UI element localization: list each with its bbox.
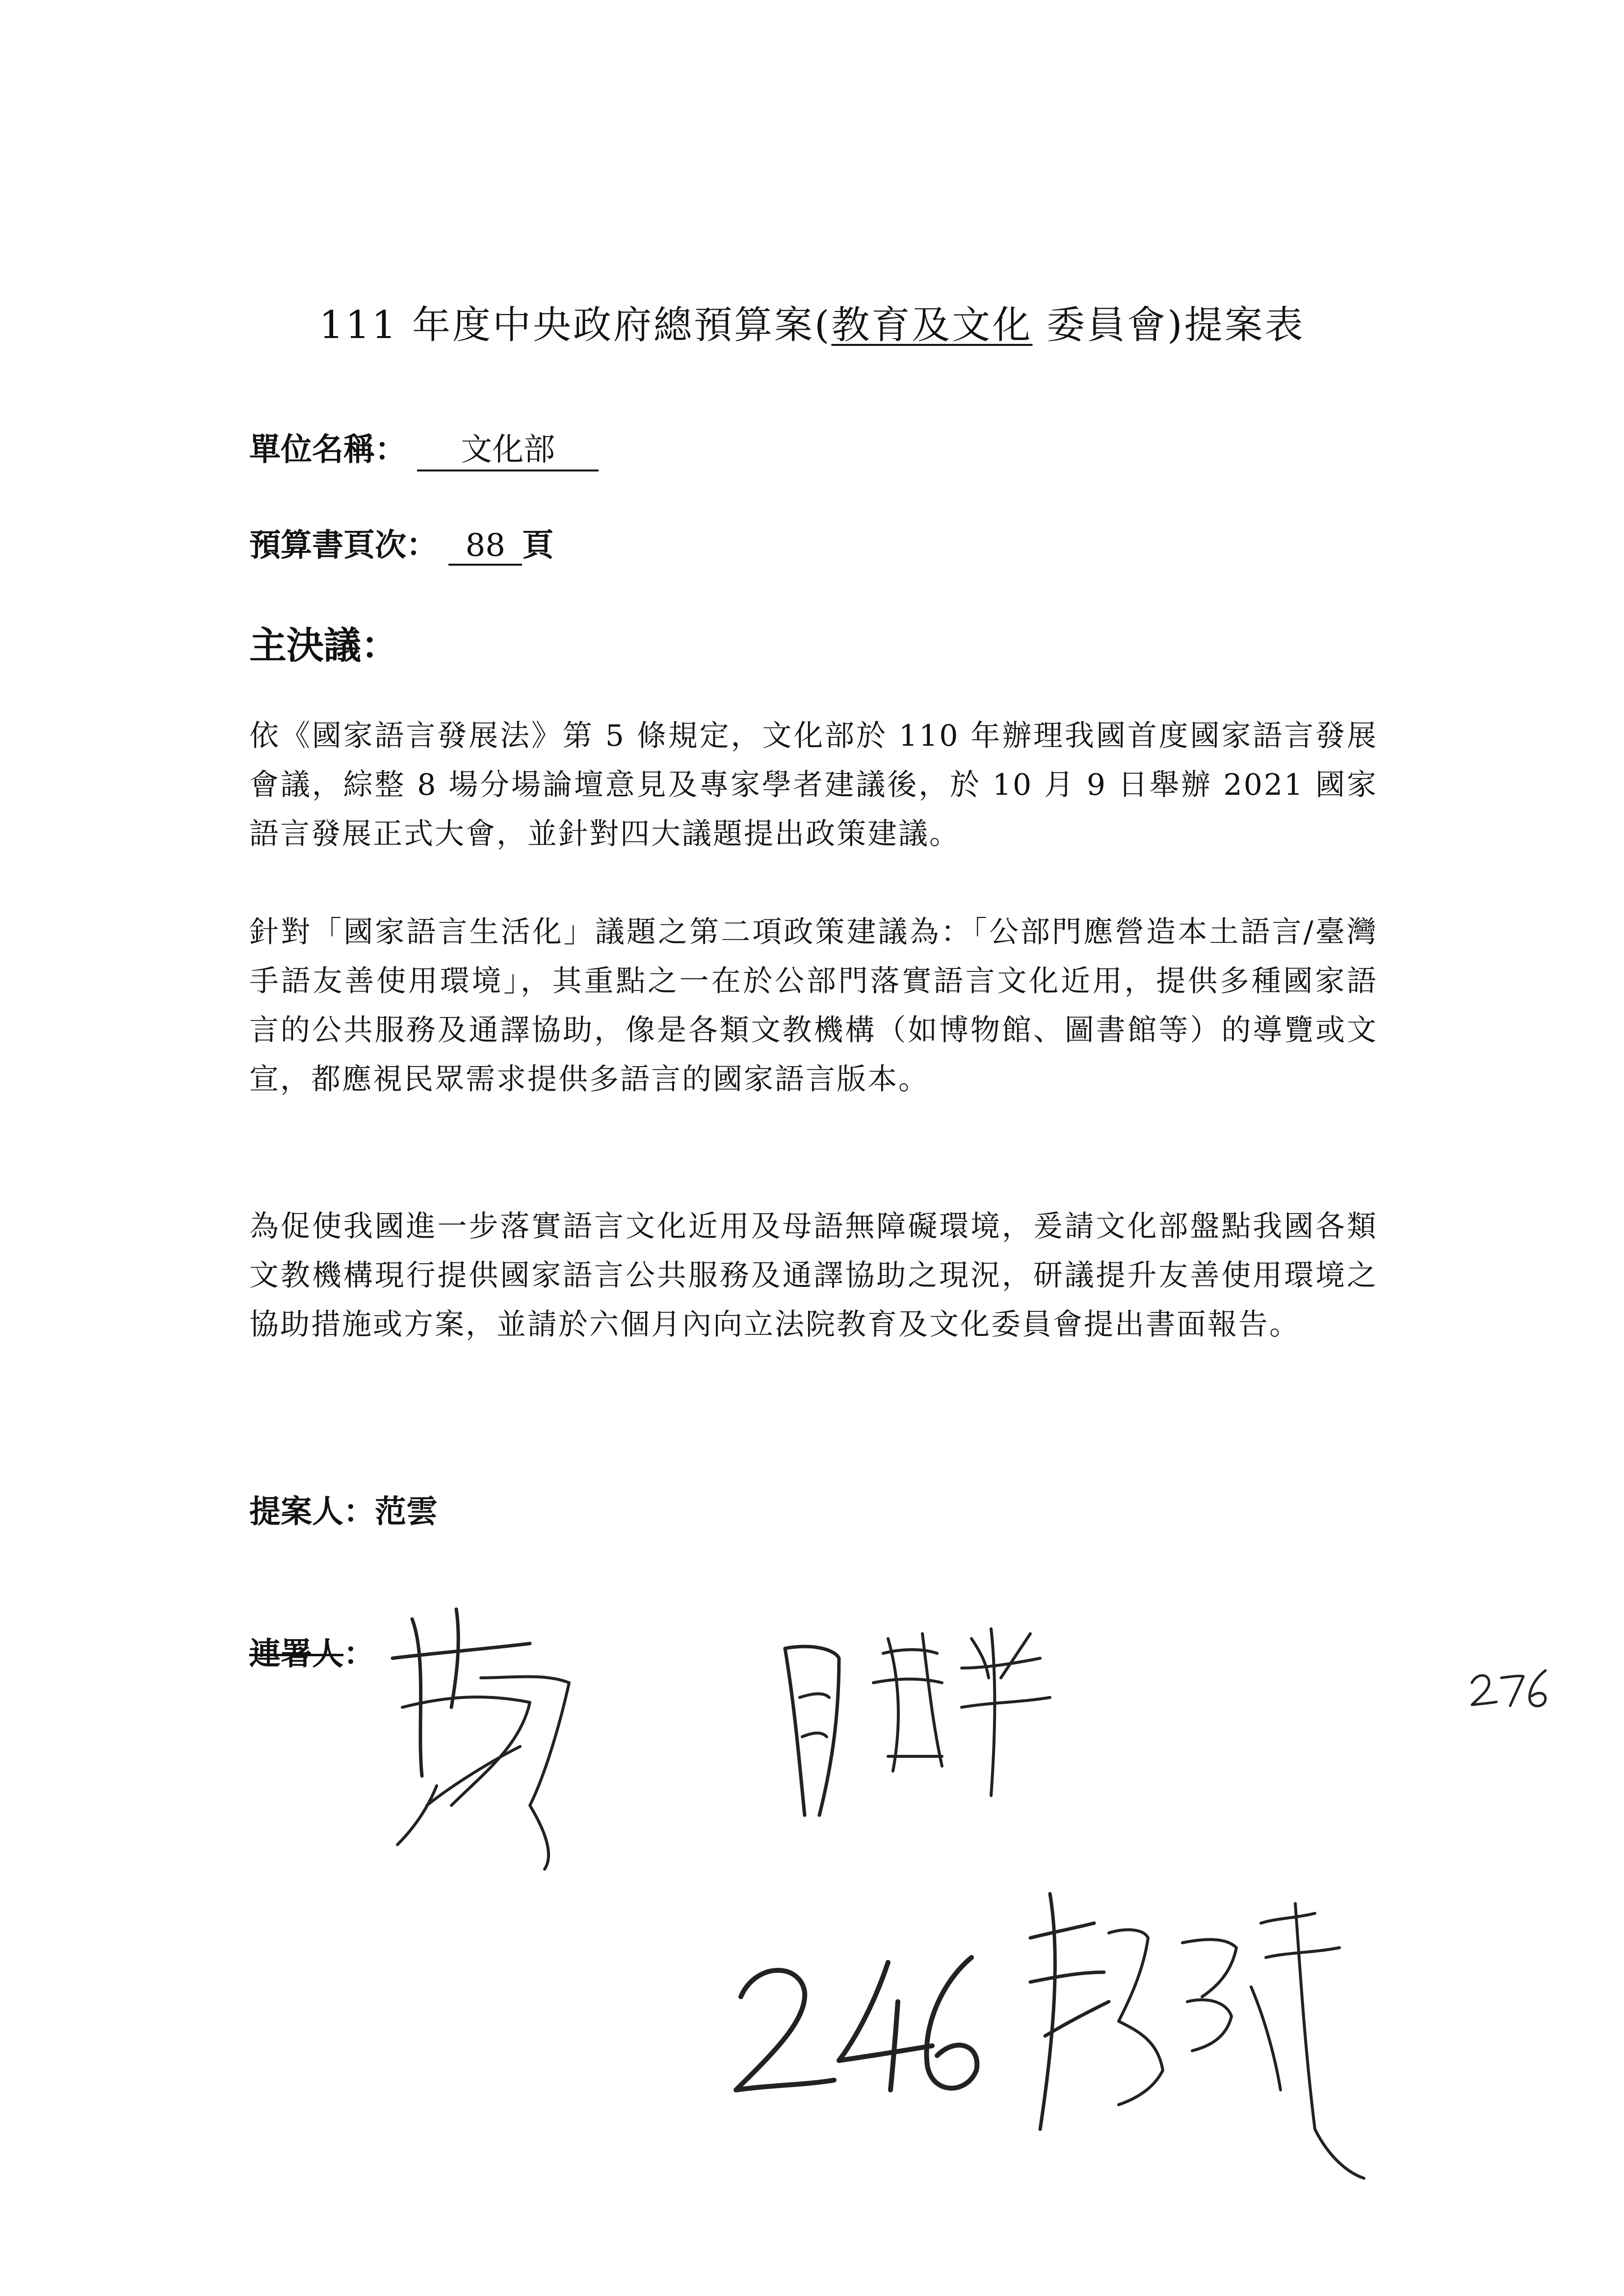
page-unit: 頁: [522, 527, 554, 564]
page-value: 88: [448, 527, 522, 566]
unit-label: 單位名稱：: [249, 432, 406, 468]
title-suffix: 委員會)提案表: [1032, 303, 1305, 347]
signature-lai-pinyu: [1021, 1874, 1374, 2193]
paragraph-3: 為促使我國進一步落實語言文化近用及母語無障礙環境，爰請文化部盤點我國各類文教機構現行提供國家語言公共服務及通譯協助之現況，研議提升友善使用環境之協助措施或方案，並請於六個月內向立法院教育及文化委員會提出書面報告。: [249, 1209, 1378, 1342]
cosigner-line: [249, 1629, 375, 1674]
signature-zhou-chunmi: [765, 1609, 1070, 1840]
unit-field: [249, 424, 599, 471]
paragraph-1: 依《國家語言發展法》第 5 條規定，文化部於 110 年辦理我國首度國家語言發展會議，綜整 8 場分場論壇意見及專家學者建議後，於 10 月 9 日舉辦 2021 國家語言發展正式大會，並針對四大議題提出政策建議。: [249, 719, 1378, 851]
cosigner-label: 連署人: [249, 1636, 343, 1672]
page-field: [249, 520, 553, 566]
handwritten-number-246: [726, 1943, 991, 2110]
paragraph-2: 針對「國家語言生活化」議題之第二項政策建議為：「公部門應營造本土語言/臺灣手語友善使用環境」，其重點之一在於公部門落實語言文化近用，提供多種國家語言的公共服務及通譯協助，像是各類文教機構（如博物館、圖書館等）的導覽或文宣，都應視民眾需求提供多語言的國家語言版本。: [249, 915, 1378, 1096]
unit-value: 文化部: [417, 424, 599, 471]
document-title: [0, 294, 1624, 349]
cosigner-colon: ：: [343, 1636, 375, 1672]
title-prefix: 111 年度中央政府總預算案(: [319, 303, 832, 347]
proposer-line: 提案人：范雲: [249, 1494, 438, 1530]
handwritten-page-mark-276: [1467, 1666, 1550, 1710]
main-resolution-heading: 主決議：: [249, 624, 398, 667]
signature-fan-yun: [383, 1599, 599, 1874]
page-label: 預算書頁次：: [249, 527, 438, 564]
title-committee: 教育及文化: [831, 303, 1033, 347]
